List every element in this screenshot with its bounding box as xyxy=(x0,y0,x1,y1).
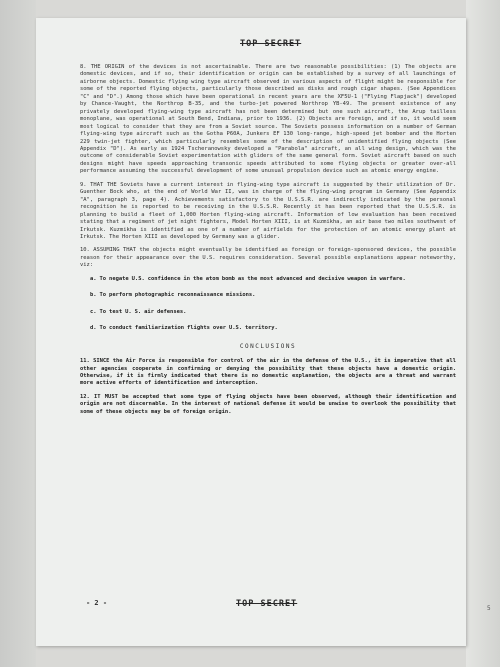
scan-right-margin xyxy=(466,0,500,667)
header-classification: TOP SECRET xyxy=(240,39,302,49)
paragraph-10c: c. To test U. S. air defenses. xyxy=(90,308,187,315)
paragraph-8: 8. THE ORIGIN of the devices is not ascertainable. There are two reasonable possibilities: (1) The objects are domestic devices, and if so, their identification or origin can be established by a survey of all launchings of airborne objects. Domestic flying wing type aircraft observed in various aspects of flight might be responsible for some of the reported flying objects, particularly those described as disks and rough cigar shapes. (See Appendices "C" and "D".) Among those which have been operational in recent years are the XF5U-1 ("Flying Flapjack") developed by Chance-Vaught, the Northrop B-35, and the turbo-jet powered Northrop YB-49. The present existence of any privately developed flying-wing type aircraft has not been determined but one such aircraft, the Arup tailless monoplane, was operational at South Bend, Indiana, prior to 1936. (2) Objects are foreign, and if so, it would seem most logical to consider that they are from a Soviet source. The Soviets possess information on a number of German flying-wing type aircraft such as the Gotha P60A, Junkers EF 130 long-range, high-speed jet bomber and the Horten 229 twin-jet fighter, which particularly resembles some of the description of unidentified flying objects (See Appendix "D"). As early as 1924 Tscheranowsky developed a "Parabola" aircraft, an all wing design, which was the outcome of considerable Soviet experimentation with gliders of the same general form. Soviet aircraft based on such designs might have speeds approaching transonic speeds attributed to some flying objects or greater over-all performance assuming the successful development of some unusual propulsion device such as atomic energy engine. xyxy=(80,64,456,175)
document-body xyxy=(80,64,456,422)
edge-mark: 5 xyxy=(487,605,491,612)
footer-classification: TOP SECRET xyxy=(236,599,298,609)
paragraph-11: 11. SINCE the Air Force is responsible for control of the air in the defense of the U.S., it is imperative that all other agencies cooperate in confirming or denying the possibility that these objects have a domestic origin. Otherwise, if it is firmly indicated that there is no domestic explanation, the objects are a threat and warrant more active efforts of identification and interception. xyxy=(80,358,456,387)
paragraph-10: 10. ASSUMING THAT the objects might eventually be identified as foreign or foreign-sponsored devices, the possible reason for their appearance over the U.S. requires consideration. Several possible explanations appear noteworthy, viz: xyxy=(80,247,456,269)
paragraph-10d: d. To conduct familiarization flights over U.S. territory. xyxy=(90,325,278,332)
paragraph-10b: b. To perform photographic reconnaissance missions. xyxy=(90,292,256,299)
scan-left-margin xyxy=(0,0,36,667)
page-number: - 2 - xyxy=(86,599,108,607)
paragraph-10a: a. To negate U.S. confidence in the atom bomb as the most advanced and decisive weapon in warfare. xyxy=(90,275,406,282)
paragraph-12: 12. IT MUST be accepted that some type of flying objects have been observed, although their identification and origin are not discernable. In the interest of national defense it would be unwise to overlook the possibility that some of these objects may be of foreign origin. xyxy=(80,393,456,415)
conclusions-heading: CONCLUSIONS xyxy=(239,342,297,350)
paragraph-9: 9. THAT THE Soviets have a current interest in flying-wing type aircraft is suggested by their utilization of Dr. Guenther Bock who, at the end of World War II, was in charge of the flying-wing program in Germany (See Appendix "A", paragraph 3, page 4). Achievements satisfactory to the U.S.S.R. are indirectly indicated by the personal recognition he is reported to be receiving in the U.S.S.R. Recently it has been reported that the U.S.S.R. is planning to build a fleet of 1,000 Horten flying-wing aircraft. Information of low evaluation has been received stating that a regiment of jet night fighters, Model Horten XIII, is at Kuzmikha, an air base two miles southwest of Irkutsk. Kuzmikha is identified as one of a number of airfields for the protection of an atomic energy plant at Irkutsk. The Horten XIII as developed by Germany was a glider. xyxy=(80,181,456,240)
